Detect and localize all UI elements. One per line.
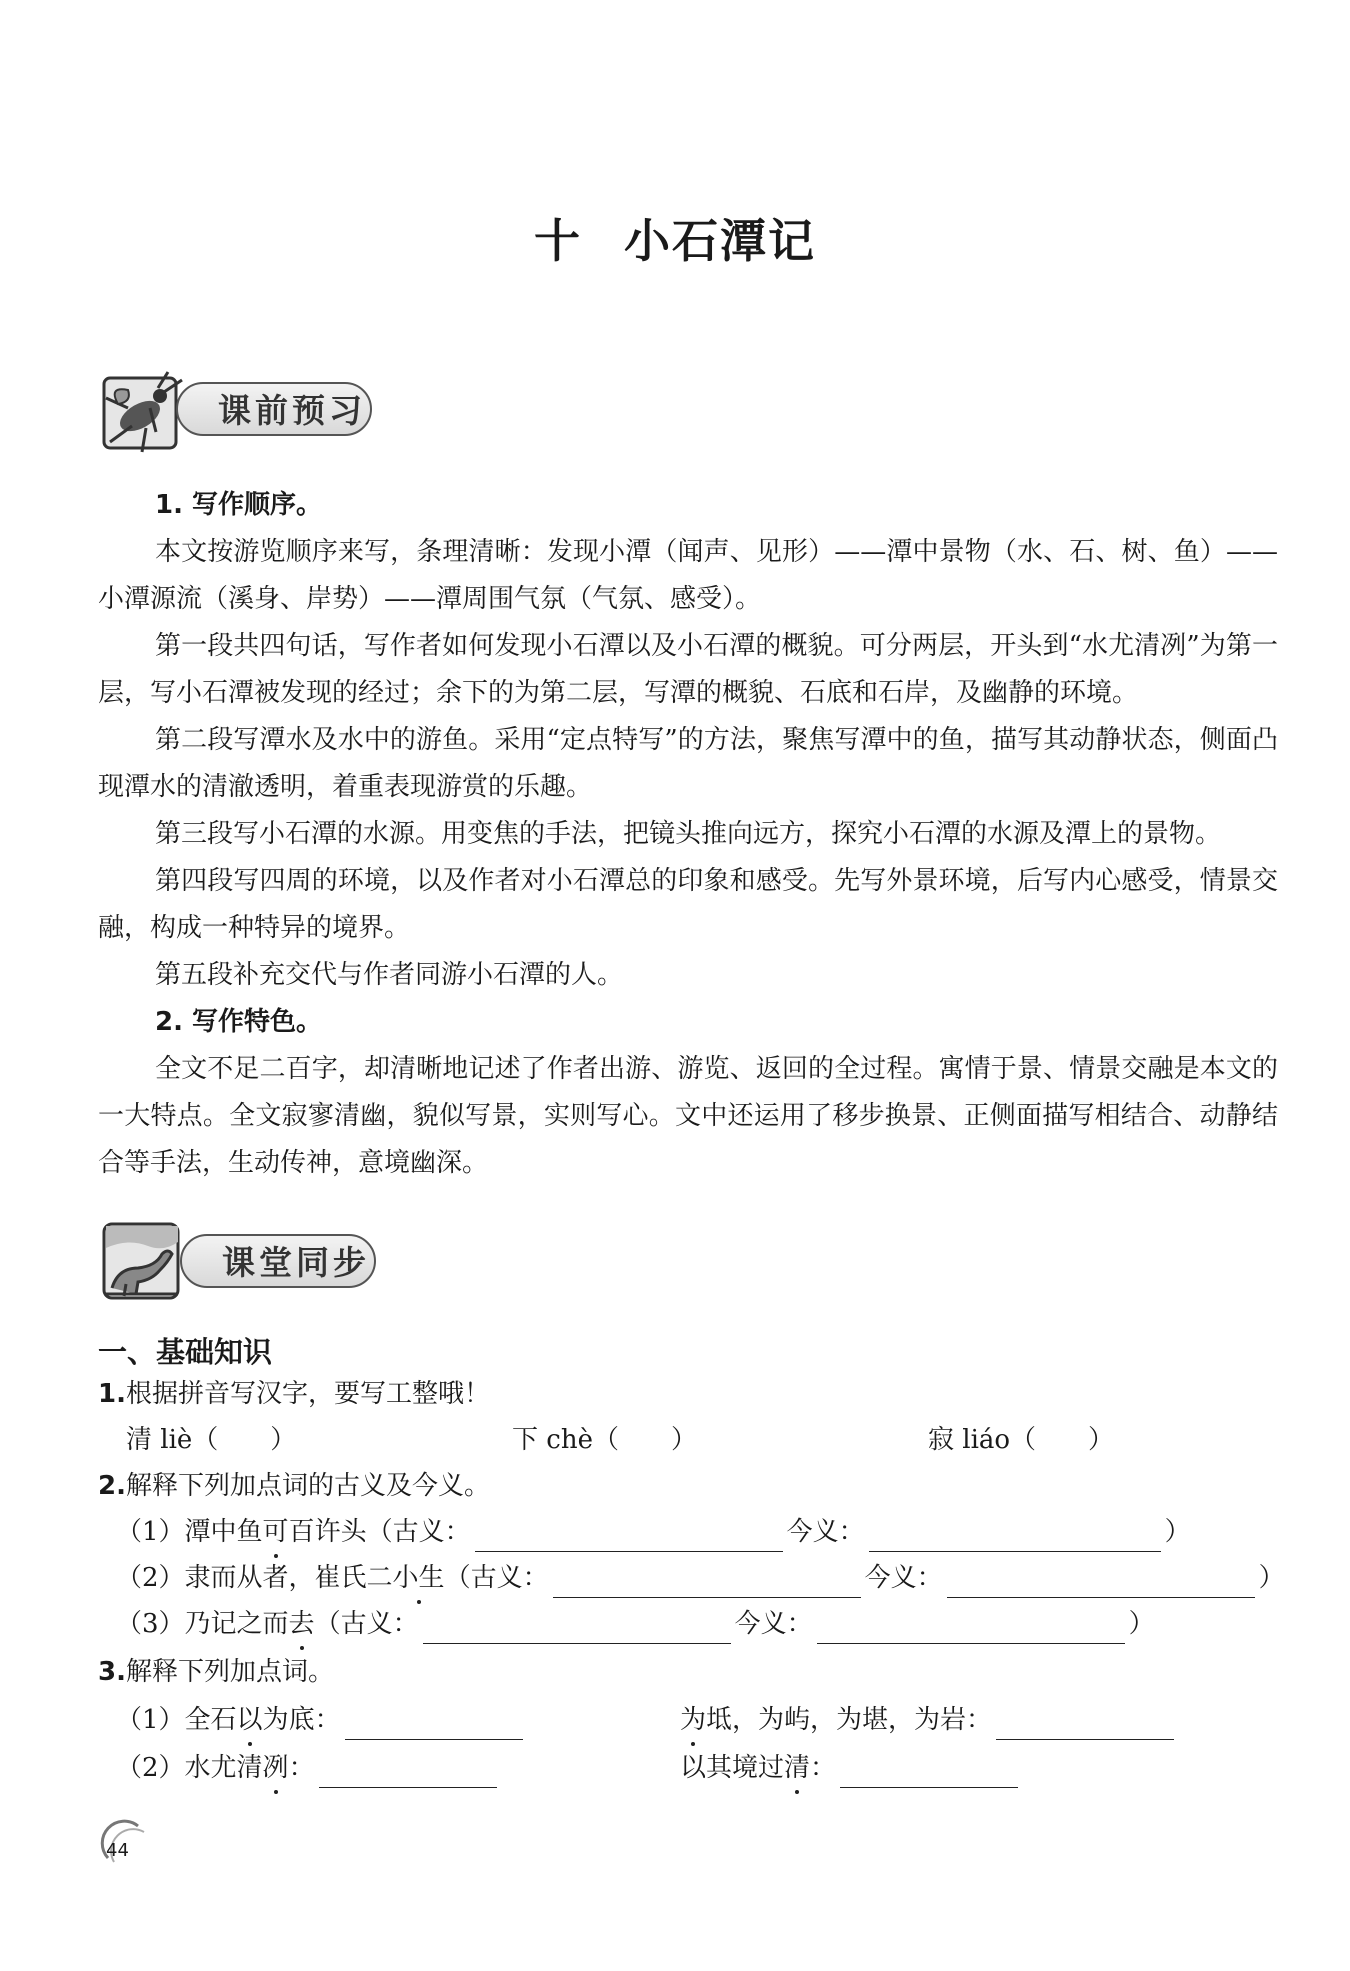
answer-blank[interactable] — [869, 1521, 1161, 1552]
answer-blank[interactable] — [553, 1567, 861, 1598]
q3-item-2: 为坻，为屿，为堪，为岩： — [680, 1700, 1178, 1740]
preview-paragraph-7: 全文不足二百字，却清晰地记述了作者出游、游览、返回的全过程。寓情于景、情景交融是本文的一大特点。全文寂寥清幽，貌似写景，实则写心。文中还运用了移步换景、正侧面描写相结合、动静结合等手法，生动传神，意境幽深。 — [98, 1054, 1278, 1178]
preview-badge-label: 课前预习 — [176, 382, 372, 436]
question-2: 2.解释下列加点词的古义及今义。 — [98, 1471, 490, 1501]
q2-item-2: （2）隶而从者，崔氏二小生（古义： 今义： ） — [116, 1558, 1285, 1598]
pinyin-item-2: 下 chè（ ） — [512, 1425, 697, 1455]
question-1: 1.根据拼音写汉字，要写工整哦！ — [98, 1379, 490, 1409]
q2-item-3: （3）乃记之而去（古义： 今义： ） — [116, 1604, 1155, 1644]
preview-paragraph-5: 第四段写四周的环境，以及作者对小石潭总的印象和感受。先写外景环境，后写内心感受，情景交融，构成一种特异的境界。 — [98, 866, 1278, 943]
section-basic-knowledge: 一、基础知识 — [98, 1335, 273, 1369]
answer-blank[interactable] — [817, 1613, 1125, 1644]
page-number: 44 — [106, 1840, 129, 1861]
q3-item-4: 以其境过清： — [680, 1748, 1022, 1788]
q3-item-3: （2）水尤清冽： — [116, 1748, 501, 1788]
q3-item-1: （1）全石以为底： — [116, 1700, 527, 1740]
pinyin-item-1: 清 liè（ ） — [126, 1425, 297, 1455]
preview-paragraph-1: 本文按游览顺序来写，条理清晰：发现小潭（闻声、见形）——潭中景物（水、石、树、鱼）——小潭源流（溪身、岸势）——潭周围气氛（气氛、感受）。 — [98, 537, 1278, 614]
answer-blank[interactable] — [840, 1757, 1018, 1788]
classroom-badge — [98, 1218, 398, 1304]
q2-item-1: （1）潭中鱼可百许头（古义： 今义： ） — [116, 1512, 1191, 1552]
dinosaur-icon — [98, 1218, 190, 1304]
question-3: 3.解释下列加点词。 — [98, 1657, 334, 1687]
preview-heading-1: 1. 写作顺序。 — [155, 490, 323, 520]
answer-blank[interactable] — [475, 1521, 783, 1552]
preview-paragraph-3: 第二段写潭水及水中的游鱼。采用“定点特写”的方法，聚焦写潭中的鱼，描写其动静状态，侧面凸现潭水的清澈透明，着重表现游赏的乐趣。 — [98, 725, 1278, 802]
preview-paragraph-2: 第一段共四句话，写作者如何发现小石潭以及小石潭的概貌。可分两层，开头到“水尤清冽”为第一层，写小石潭被发现的经过；余下的为第二层，写潭的概貌、石底和石岸，及幽静的环境。 — [98, 631, 1278, 708]
answer-blank[interactable] — [947, 1567, 1255, 1598]
pinyin-item-3: 寂 liáo（ ） — [928, 1425, 1115, 1455]
classroom-badge-label: 课堂同步 — [180, 1234, 376, 1288]
preview-paragraph-4: 第三段写小石潭的水源。用变焦的手法，把镜头推向远方，探究小石潭的水源及潭上的景物。 — [155, 819, 1222, 849]
lesson-number: 十 — [534, 214, 582, 268]
preview-heading-2: 2. 写作特色。 — [155, 1007, 323, 1037]
answer-blank[interactable] — [423, 1613, 731, 1644]
preview-badge — [98, 368, 398, 454]
answer-blank[interactable] — [319, 1757, 497, 1788]
answer-blank[interactable] — [996, 1709, 1174, 1740]
answer-blank[interactable] — [345, 1709, 523, 1740]
lesson-title — [0, 205, 1350, 271]
lesson-name: 小石潭记 — [624, 214, 816, 268]
preview-paragraph-6: 第五段补充交代与作者同游小石潭的人。 — [155, 960, 624, 990]
